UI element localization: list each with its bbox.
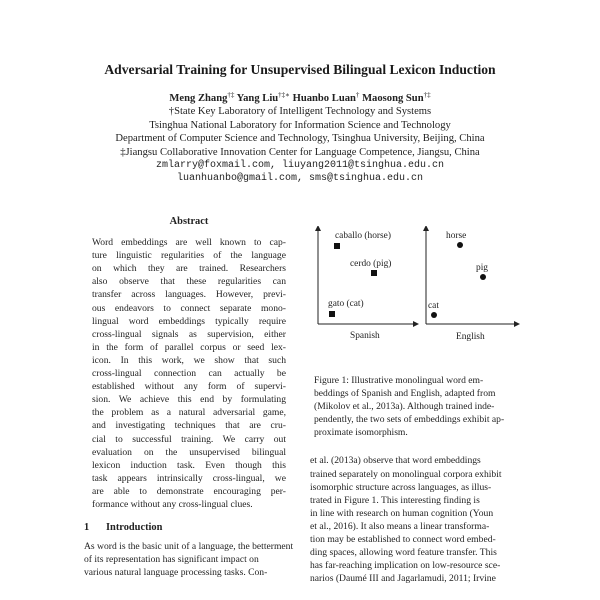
body-line: of its representation has significant impact on xyxy=(84,554,259,566)
section-number: 1 xyxy=(84,522,90,534)
label-horse: horse xyxy=(446,231,467,241)
label-caballo: caballo (horse) xyxy=(335,231,391,241)
body-line: narios (Daumé III and Jagarlamudi, 2011; Irvine xyxy=(310,573,496,585)
caption-line: beddings of Spanish and English, adapted from xyxy=(314,388,496,400)
body-line: various natural language processing tasks. Con- xyxy=(84,567,268,579)
abstract-line: and investigating techniques that are cru- xyxy=(92,420,286,432)
author-name: Huanbo Luan xyxy=(292,93,356,104)
abstract-line: icon. In this work, we show that such xyxy=(92,354,286,366)
axis-label-spanish: Spanish xyxy=(350,331,380,341)
introduction-body xyxy=(84,540,294,579)
section-title: Introduction xyxy=(106,522,163,534)
author-names xyxy=(0,92,600,105)
abstract-line: are able to demonstrate encouraging per- xyxy=(92,485,286,497)
author-mark: † xyxy=(355,91,360,99)
embedding-plot xyxy=(310,226,522,354)
abstract-line: task appears intrinsically cross-lingual, we xyxy=(92,472,286,484)
abstract-line: cial to successful training. We carry out xyxy=(92,433,286,445)
affiliation-line: Department of Computer Science and Technology, Tsinghua University, Beijing, China xyxy=(115,133,485,145)
abstract-heading: Abstract xyxy=(169,216,209,227)
caption-line: (Mikolov et al., 2013a). Although trained inde- xyxy=(314,401,495,413)
body-line: ding spaces, allowing word feature transfer. This xyxy=(310,547,497,559)
author-name: Maosong Sun xyxy=(362,93,424,104)
affiliation-line: ‡Jiangsu Collaborative Innovation Center for Language Competence, Jiangsu, China xyxy=(120,146,480,158)
abstract-line: cross-lingual signals as supervision, either xyxy=(92,328,286,340)
abstract-line: lexicon induction task. Even though this xyxy=(92,459,286,471)
label-gato: gato (cat) xyxy=(328,299,364,309)
caption-line: proximate isomorphism. xyxy=(314,427,408,439)
figure-caption xyxy=(310,374,522,439)
body-line: et al. (2013a) observe that word embeddings xyxy=(310,455,481,467)
label-cerdo: cerdo (pig) xyxy=(350,259,392,269)
body-line: isomorphic structure across languages, as illus- xyxy=(310,481,492,493)
point-caballo xyxy=(334,243,340,249)
affiliation-line: †State Key Laboratory of Intelligent Technology and Systems xyxy=(168,106,432,118)
caption-line: pendently, the two sets of embeddings exhibit ap- xyxy=(314,414,505,426)
author-name: Meng Zhang xyxy=(169,93,228,104)
affiliation-line: Tsinghua National Laboratory for Information Science and Technology xyxy=(149,119,451,131)
left-column xyxy=(84,215,294,579)
author-block xyxy=(0,92,600,186)
body-line: in line with research on human cognition (Youn xyxy=(310,507,494,519)
abstract-line: evaluation on the unsupervised bilingual xyxy=(92,446,286,458)
email-line: zmlarry@foxmail.com, liuyang2011@tsinghua.edu.cn xyxy=(155,160,445,172)
axis-label-english: English xyxy=(456,332,485,342)
abstract-line: in the form of parallel corpus or seed lex- xyxy=(92,341,286,353)
abstract-line: cross-lingual connection can actually be xyxy=(92,368,286,380)
abstract-line: sion. We achieve this end by formulating xyxy=(92,394,286,406)
right-column xyxy=(310,226,522,585)
point-gato xyxy=(329,311,335,317)
abstract-line: also observe that these regularities can xyxy=(92,276,286,288)
author-mark: †‡∗ xyxy=(278,91,290,99)
section-heading-introduction xyxy=(84,521,294,534)
abstract-line: ture linguistic regularities of the language xyxy=(92,250,286,262)
body-line: et al., 2016). It also means a linear transforma- xyxy=(310,520,490,532)
abstract-line: on which they are trained. Researchers xyxy=(92,263,286,275)
body-line: As word is the basic unit of a language, the betterment xyxy=(84,541,294,553)
body-line: has far-reaching implication on low-resource sce- xyxy=(310,560,501,572)
abstract-line: Word embeddings are well known to cap- xyxy=(92,237,286,249)
abstract-body xyxy=(84,236,294,511)
author-mark: †‡ xyxy=(227,91,235,99)
author-name: Yang Liu xyxy=(236,93,279,104)
right-body-text xyxy=(310,454,522,585)
paper-title: Adversarial Training for Unsupervised Bilingual Lexicon Induction xyxy=(104,62,496,77)
label-pig: pig xyxy=(476,263,488,273)
abstract-line: formance without any cross-lingual clues. xyxy=(92,498,253,510)
author-mark: †‡ xyxy=(423,91,431,99)
body-line: trated in Figure 1. This interesting finding is xyxy=(310,494,480,506)
abstract-line: ous endeavors to connect separate mono- xyxy=(92,302,286,314)
body-line: trained separately on monolingual corpora exhibit xyxy=(310,468,502,480)
abstract-line: transfer across languages. However, previ- xyxy=(92,289,286,301)
body-line: tion may be established to connect word embed- xyxy=(310,534,496,546)
label-cat: cat xyxy=(428,301,439,311)
abstract-line: established without any form of supervi- xyxy=(92,381,286,393)
caption-line: Figure 1: Illustrative monolingual word em- xyxy=(314,375,484,386)
abstract-line: the problem as a natural adversarial game, xyxy=(92,407,286,419)
figure-1 xyxy=(310,226,522,354)
abstract-line: lingual word embeddings typically require xyxy=(92,315,286,327)
email-line: luanhuanbo@gmail.com, sms@tsinghua.edu.cn xyxy=(176,173,424,185)
